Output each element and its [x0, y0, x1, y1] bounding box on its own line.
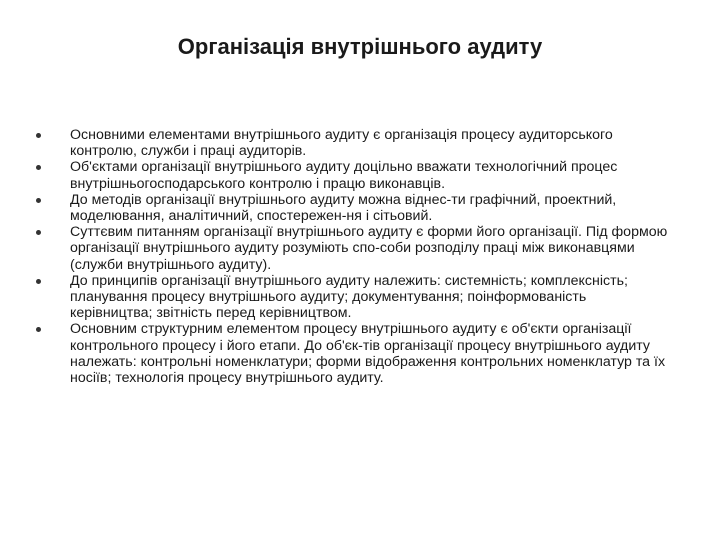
- bullet-item: [36, 159, 672, 191]
- bullet-dot-icon: [36, 165, 41, 170]
- bullet-item: [36, 224, 672, 273]
- bullet-dot-icon: [36, 327, 41, 332]
- slide-title: Організація внутрішнього аудиту: [177, 34, 543, 59]
- bullet-item: [36, 192, 672, 224]
- bullet-dot-icon: [36, 230, 41, 235]
- bullet-text: Суттєвим питанням організації внутрішнього аудиту є форми його організації. Під формою організації внутрішнього аудиту розуміють спо-соби розподілу праці між виконавцями (служби внутрішнього аудиту).: [70, 224, 668, 273]
- bullet-dot-icon: [36, 198, 41, 203]
- bullet-dot-icon: [36, 279, 41, 284]
- bullet-text: Основними елементами внутрішнього аудиту є організація процесу аудиторського контролю, служби і праці аудиторів.: [70, 127, 613, 160]
- bullet-list: [36, 127, 672, 386]
- bullet-text: Основним структурним елементом процесу внутрішнього аудиту є об'єкти організації контрольного процесу і його етапи. До об'єк-тів організації процесу внутрішнього аудиту належать: контрольні номенклатури; форми відображення контрольних номенклатур та їх носіїв; технологія процесу внутрішнього аудиту.: [70, 321, 666, 387]
- bullet-text: До принципів організації внутрішнього аудиту належить: системність; комплексність; планування процесу внутрішнього аудиту; документування; поінформованість керівництва; звітність перед керівництвом.: [70, 272, 628, 322]
- bullet-text: Об'єктами організації внутрішнього аудиту доцільно вважати технологічний процес внутрішньогосподарського контролю і працю виконавців.: [70, 159, 618, 192]
- bullet-item: [36, 127, 672, 159]
- bullet-text: До методів організації внутрішнього аудиту можна віднес-ти графічний, проектний, моделювання, аналітичний, спостережен-ня і сітьовий.: [70, 191, 617, 225]
- bullet-dot-icon: [36, 133, 41, 138]
- bullet-item: [36, 273, 672, 322]
- bullet-item: [36, 321, 672, 386]
